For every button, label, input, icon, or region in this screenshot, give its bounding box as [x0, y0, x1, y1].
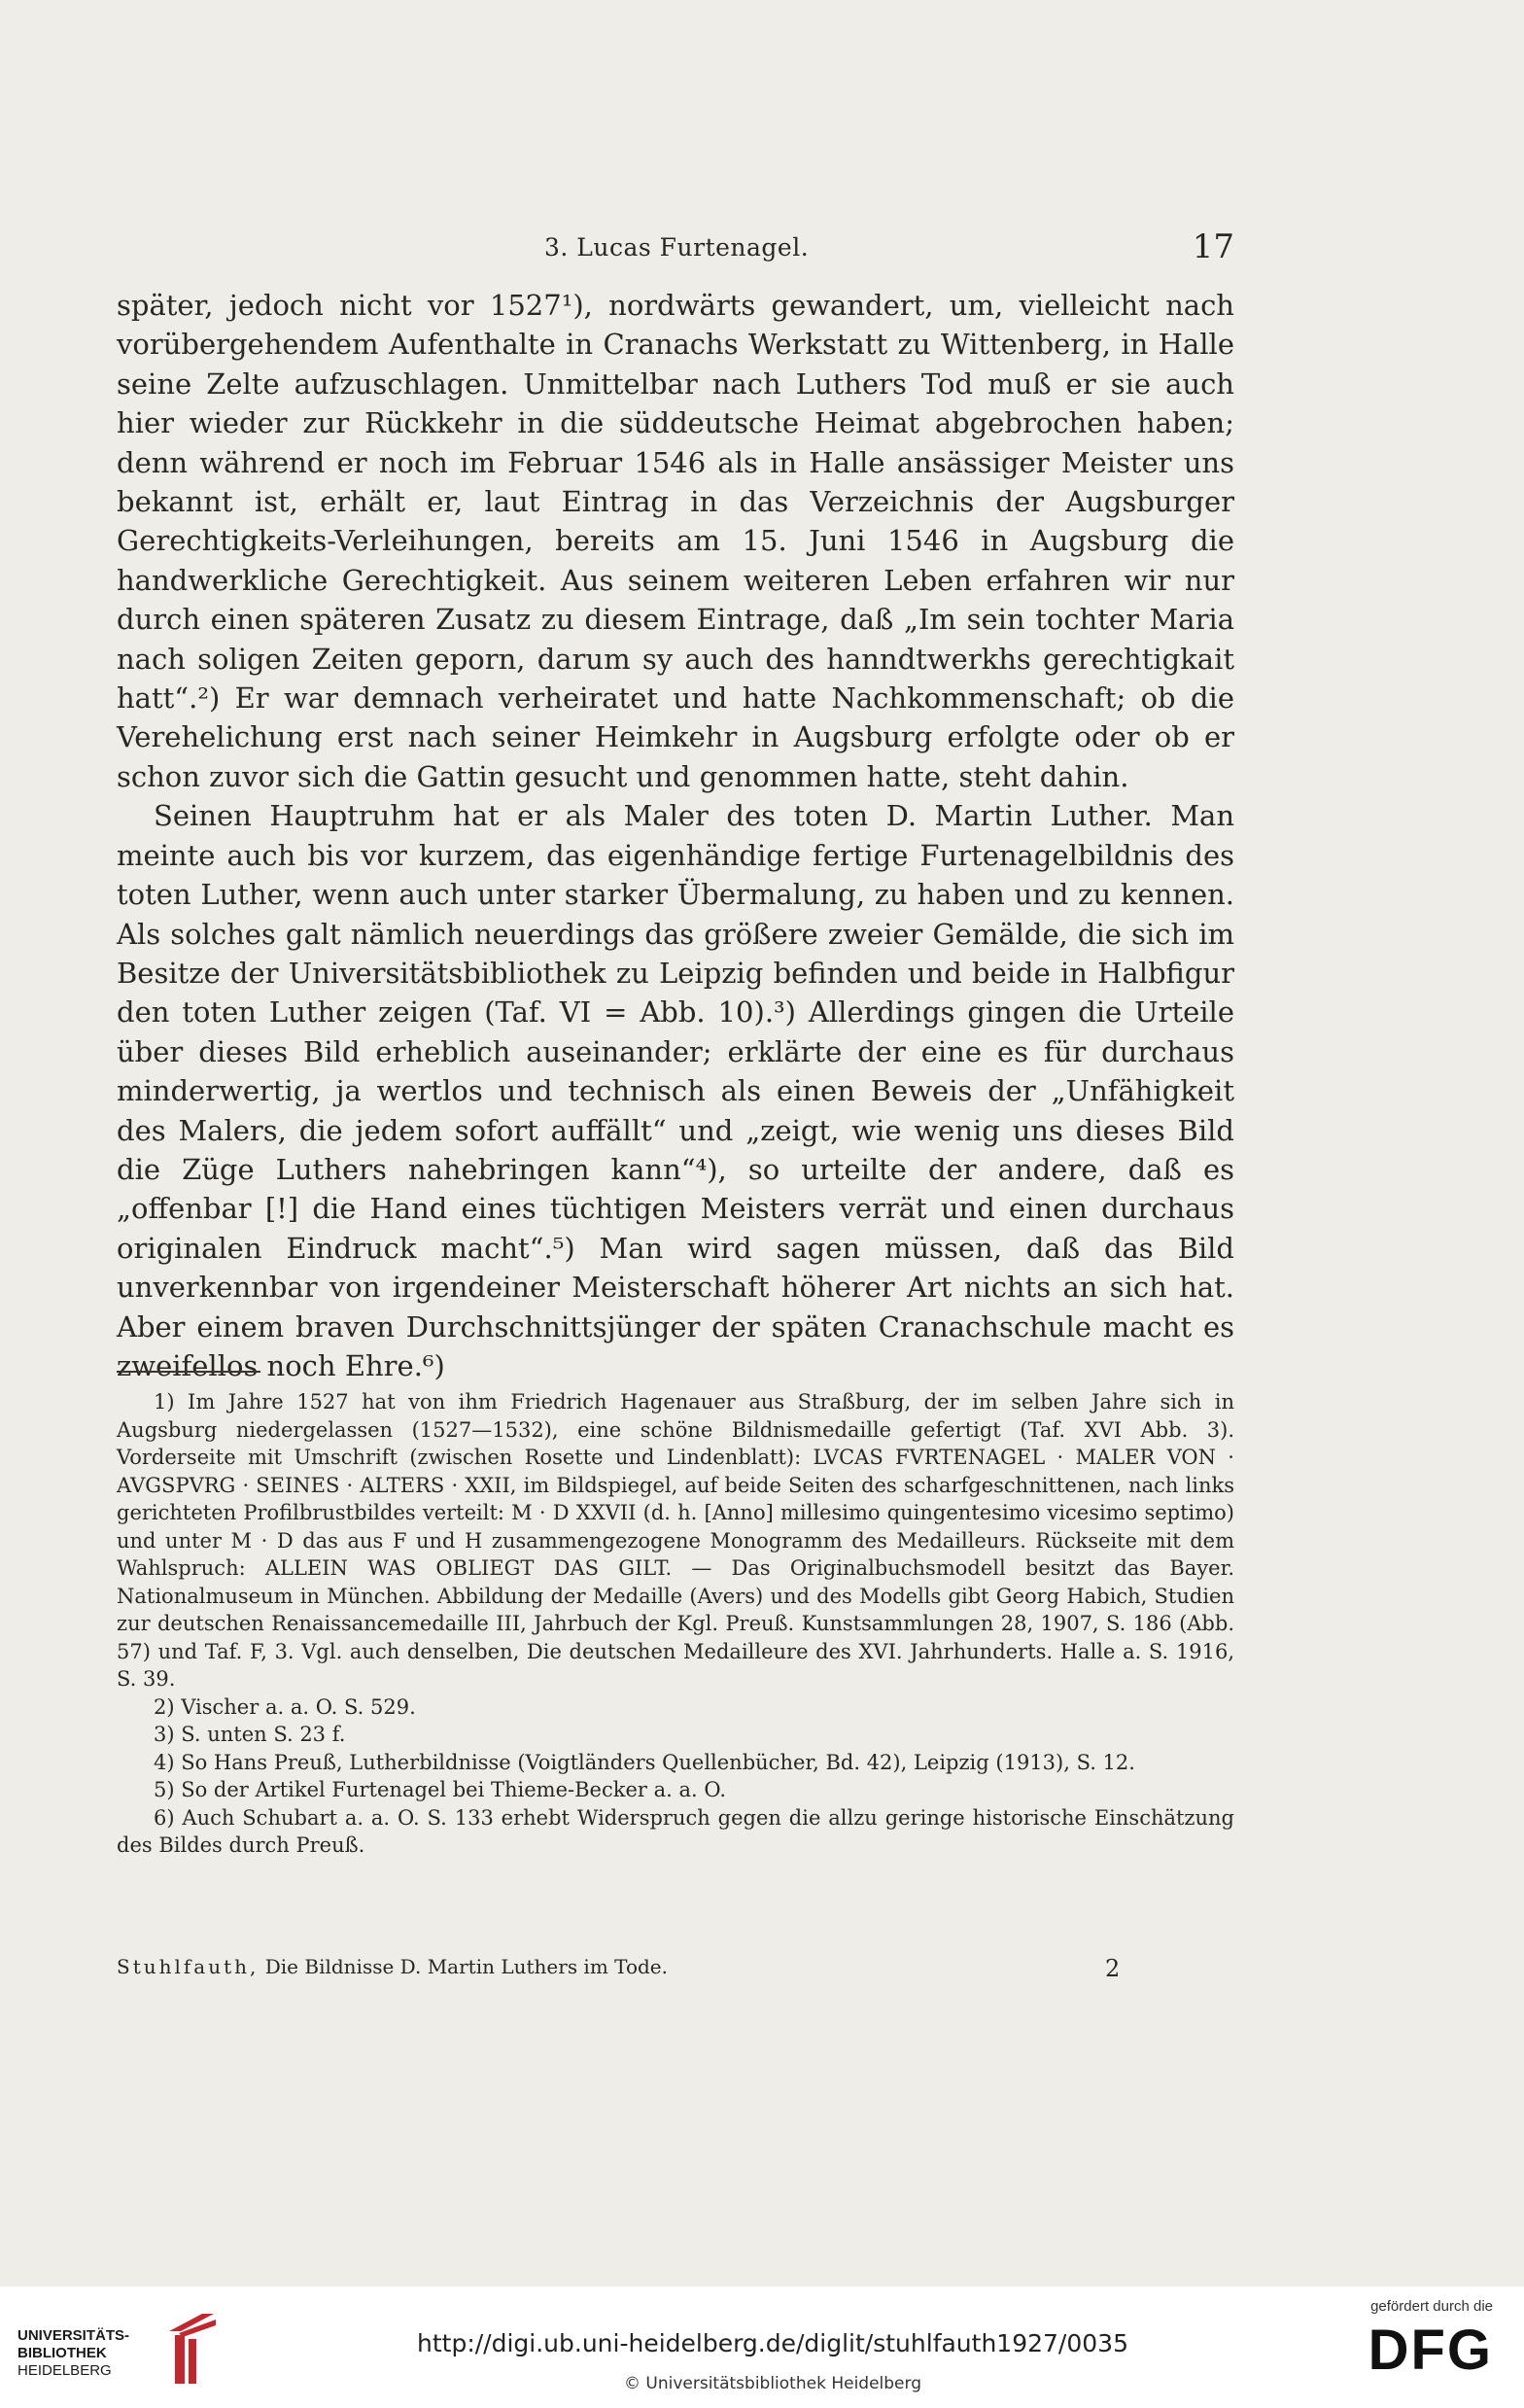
- library-name: UNIVERSITÄTS- BIBLIOTHEK HEIDELBERG: [17, 2327, 130, 2379]
- library-logo[interactable]: [17, 2304, 222, 2391]
- main-text: [117, 286, 1234, 1385]
- funded-by-label: gefördert durch die: [1370, 2298, 1493, 2315]
- page-header: [117, 227, 1234, 266]
- viewer-footer: [0, 2286, 1524, 2408]
- signature-author: Stuhlfauth,: [117, 1955, 260, 1978]
- page-number: 17: [1192, 227, 1234, 266]
- paragraph: Seinen Hauptruhm hat er als Maler des toten D. Martin Luther. Man meinte auch bis vor kurzem, das eigenhändige fertige Furtenagelbildnis des toten Luther, wenn auch unter starker Übermalung, zu haben und zu kennen. Als solches galt nämlich neuerdings das größere zweier Gemälde, die sich im Besitze der Universitätsbibliothek zu Leipzig befinden und beide in Halbfigur den toten Luther zeigen (Taf. VI = Abb. 10).³) Allerdings gingen die Urteile über dieses Bild erheblich auseinander; erklärte der eine es für durchaus minderwertig, ja wertlos und technisch als einen Beweis der „Unfähigkeit des Malers, die jedem sofort auffällt“ und „zeigt, wie wenig uns dieses Bild die Züge Luthers nahebringen kann“⁴), so urteilte der andere, daß es „offenbar [!] die Hand eines tüchtigen Meisters verrät und einen durchaus originalen Eindruck macht“.⁵) Man wird sagen müssen, daß das Bild unverkennbar von irgendeiner Meisterschaft höherer Art nichts an sich hat. Aber einem braven Durchschnittsjünger der späten Cranachschule macht es zweifellos noch Ehre.⁶): [117, 799, 1234, 1382]
- footnote-3: 3) S. unten S. 23 f.: [154, 1723, 346, 1746]
- running-title: 3. Lucas Furtenagel.: [544, 233, 810, 262]
- sheet-signature: [117, 1955, 1234, 1982]
- copyright-notice: © Universitätsbibliothek Heidelberg: [623, 2374, 921, 2393]
- library-mark-icon: [161, 2310, 220, 2388]
- dfg-mark: DFG: [1368, 2319, 1493, 2382]
- footnote-4: 4) So Hans Preuß, Lutherbildnisse (Voigtländers Quellenbücher, Bd. 42), Leipzig (1913), S. 12.: [154, 1750, 1135, 1774]
- permalink-url[interactable]: http://digi.ub.uni-heidelberg.de/diglit/stuhlfauth1927/0035: [417, 2329, 1128, 2357]
- footnotes: [117, 1388, 1234, 1860]
- paragraph: später, jedoch nicht vor 1527¹), nordwärts gewandert, um, vielleicht nach vorübergehendem Aufenthalte in Cranachs Werkstatt zu Wittenberg, in Halle seine Zelte aufzuschlagen. Unmittelbar nach Luthers Tod muß er sie auch hier wieder zur Rückkehr in die süddeutsche Heimat abgebrochen haben; denn während er noch im Februar 1546 als in Halle ansässiger Meister uns bekannt ist, erhält er, laut Eintrag in das Verzeichnis der Augsburger Gerechtigkeits-Verleihungen, bereits am 15. Juni 1546 in Augsburg die handwerkliche Gerechtigkeit. Aus seinem weiteren Leben erfahren wir nur durch einen späteren Zusatz zu diesem Eintrage, daß „Im sein tochter Maria nach soligen Zeiten geporn, darum sy auch des hanndtwerkhs gerechtigkait hatt“.²) Er war demnach verheiratet und hatte Nachkommenschaft; ob die Verehelichung erst nach seiner Heimkehr in Augsburg erfolgte oder ob er schon zuvor sich die Gattin gesucht und genommen hatte, steht dahin.: [117, 289, 1234, 793]
- footnote-2: 2) Vischer a. a. O. S. 529.: [154, 1694, 416, 1719]
- dfg-logo[interactable]: [1328, 2296, 1493, 2393]
- signature-title: Die Bildnisse D. Martin Luthers im Tode.: [264, 1955, 668, 1978]
- footnote-6: 6) Auch Schubart a. a. O. S. 133 erhebt Widerspruch gegen die allzu geringe historische Einschätzung des Bildes durch Preuß.: [117, 1805, 1234, 1857]
- footnote-separator: [117, 1371, 260, 1373]
- footnote-5: 5) So der Artikel Furtenagel bei Thieme-Becker a. a. O.: [154, 1778, 726, 1801]
- footnote-1: 1) Im Jahre 1527 hat von ihm Friedrich Hagenauer aus Straßburg, der im selben Jahre sich in Augsburg niedergelassen (1527—1532), eine schöne Bildnismedaille gefertigt (Taf. XVI Abb. 3). Vorderseite mit Umschrift (zwischen Rosette und Lindenblatt): LVCAS FVRTENAGEL · MALER VON · AVGSPVRG · SEINES · ALTERS · XXII, im Bildspiegel, auf beide Seiten des scharfgeschnittenen, nach links gerichteten Profilbrustbildes verteilt: M · D XXVII (d. h. [Anno] millesimo quingentesimo vicesimo septimo) und unter M · D das aus F und H zusammengezogene Monogramm des Medailleurs. Rückseite mit dem Wahlspruch: ALLEIN WAS OBLIEGT DAS GILT. — Das Originalbuchsmodell besitzt das Bayer. Nationalmuseum in München. Abbildung der Medaille (Avers) und des Modells gibt Georg Habich, Studien zur deutschen Renaissancemedaille III, Jahrbuch der Kgl. Preuß. Kunstsammlungen 28, 1907, S. 186 (Abb. 57) und Taf. F, 3. Vgl. auch denselben, Die deutschen Medailleure des XVI. Jahrhunderts. Halle a. S. 1916, S. 39.: [117, 1390, 1234, 1691]
- sheet-number: 2: [1105, 1955, 1121, 1982]
